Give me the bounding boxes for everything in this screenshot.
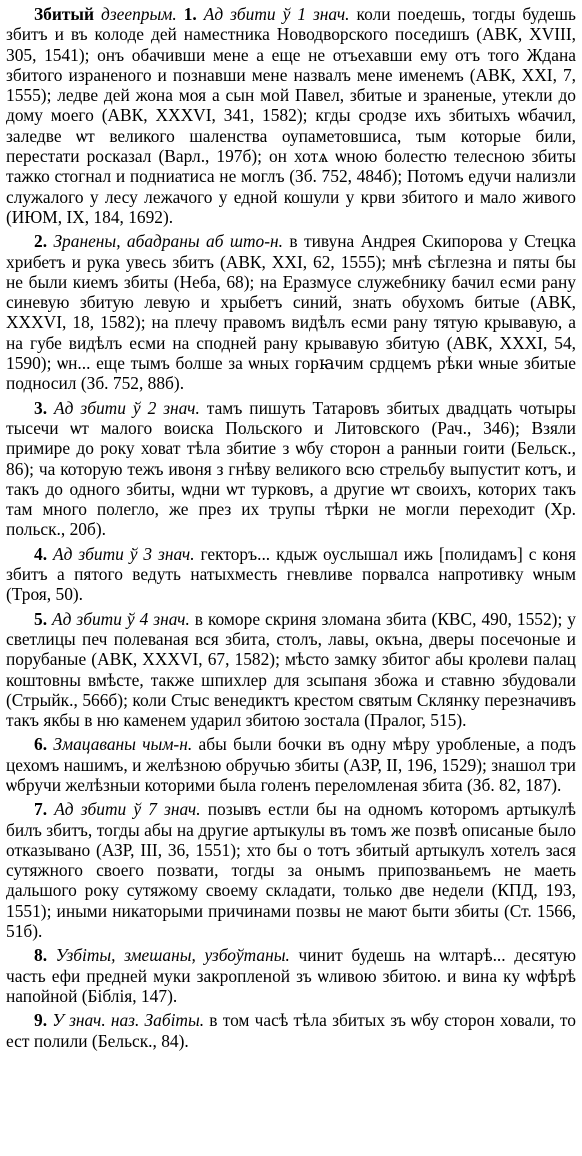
sense-citations: в коморе скриня зломана збита (КВС, 490, 1552); у светлицы печ полеваная вся збита, столъ, лавы, окъна, дверы посечоные и порубаные (АВК, XXXVI, 67, 1582); мѣсто замку збитог абы кролеви палац коштовны вмѣсте, также шпихлер для зсыпаня збожа и ставню збудовали (Стрыйк., 566б); коли Стыс венедиктъ крестом святым Склянку перезначивъ такъ якбы в ню каменем ударил збитою зостала (Пралог, 515). xyxy=(6,608,576,731)
sense-number: 5. xyxy=(34,608,48,629)
headword: Збитый xyxy=(34,4,95,24)
sense-citations: в том часѣ тѣла збитых зъ ѡбу сторон ховали, то ест полили (Бельск., 84). xyxy=(6,1010,576,1051)
sense-citations: абы были бочки въ одну мѣру уробленые, а подъ цехомъ нашимъ, и желѣзною обручью збиты (АЗР, II, 196, 1529); знашол три ѡбручи желѣзныи которими была голенъ переломленая збита (Зб. 82, 187). xyxy=(6,734,576,795)
sense-9 xyxy=(6,1010,576,1051)
sense-citations: позывъ естли бы на одномъ которомъ артыкулѣ билъ збитъ, тогды абы на другие артыкулы въ томъ же позвѣ описаные было отказывано (АЗР, III, 36, 1551); хто бы о тотъ збитый артыкулъ хотелъ зася сутяжного своего позвати, тогды за онымъ припозваньемъ не маеть дальшого року сутяжому своему складати, только две недели (КПД, 193, 1551); иными никаторыми причинами позвы не мают быти збиты (Ст. 1566, 51б). xyxy=(6,799,576,942)
sense-citations: коли поедешь, тогды будешь збитъ и въ колоде дей наместника Новодворского поседишъ (АВК, XVIII, 305, 1541); онъ обачивши мене а еще не отъехавши ему отъ того Ждана збитого израненого и познавши мене назвалъ мене именемъ (АВК, XXI, 7, 1555); ледве дей жона моя а сын мой Павел, збитые и зраненые, утекли до дому моего (АВК, XXXVI, 341, 1582); кгды сродзе ихъ збитыхъ ѡбачил, заледве ѡт великого шаленства оупаметовшиса, тым которые били, перестати росказал (Варл., 197б); он хотѧ ѡною болестю телесною збиты тажко стогнал и подниатиса не моглъ (Зб. 752, 484б); Потомъ едучи нализли служалого у лесу лежачого у едной кошули у крви збитого и мало живого (ИЮМ, IX, 184, 1692). xyxy=(6,4,576,227)
part-of-speech: дзеепрым. xyxy=(101,4,177,24)
sense-definition: Ад збити ў 4 знач. xyxy=(52,608,190,629)
sense-definition: Ад збити ў 2 знач. xyxy=(54,397,200,418)
sense-number: 7. xyxy=(34,799,48,820)
sense-7 xyxy=(6,799,576,941)
sense-citations: в тивуна Андрея Скипорова у Стецка хрибетъ и рука увесь збитъ (АВК, XXI, 62, 1555); мнѣ сѣглезна и пяты бы не были киемъ збиты (Неба, 68); на Еразмусе служебнику бачил есми рану синевую збитую левую и хрыбетъ синий, знать обухомъ битые (АВК, XXXVI, 18, 1582); на плечу правомъ видѣлъ есми рану тятую крывавую, а на губе видѣлъ есми на сподней рану крывавую збитую (АВК, XXXI, 54, 1590); ѡн... еще тымъ болше за ѡных горꙗчим срдцемъ рѣки ѡные збитые подносил (Зб. 752, 88б). xyxy=(6,231,576,394)
sense-number: 3. xyxy=(34,397,48,418)
sense-number: 6. xyxy=(34,734,48,755)
sense-number: 8. xyxy=(34,945,48,966)
sense-number: 9. xyxy=(34,1010,48,1031)
sense-5 xyxy=(6,609,576,731)
sense-1 xyxy=(6,4,576,227)
sense-3 xyxy=(6,398,576,540)
sense-definition: Ад збити ў 3 знач. xyxy=(52,543,195,564)
sense-2 xyxy=(6,231,576,393)
sense-citations: тамъ пишуть Татаровъ збитых двадцать чотыры тысечи ѡт малого воиска Польского и Литовского (Рач., 346); Взяли примире до року ховат тѣла збитие з ѡбу сторон а ранныи гоити (Бельск., 86); ча которую тежъ ивоня з гнѣву великого всю стрельбу выпустит котъ, и такъ до одного збиты, ѡдни ѡт турковъ, а другие ѡт своихъ, которих такъ там много полегло, же през их трупы тѣрки не могли переходит (Хр. польск., 20б). xyxy=(6,397,576,540)
sense-number: 4. xyxy=(34,543,48,564)
sense-number: 2. xyxy=(34,231,48,252)
sense-definition: Ад збити ў 7 знач. xyxy=(54,799,201,820)
sense-citations: гекторъ... кдыж оуслышал ижь [полидамъ] с коня збитъ а пятого ведуть натыхместь гневливе порвалса напротивку ѡным (Троя, 50). xyxy=(6,543,576,605)
sense-4 xyxy=(6,544,576,605)
sense-definition: Ад збити ў 1 знач. xyxy=(203,4,350,24)
sense-number: 1. xyxy=(183,4,197,24)
sense-definition: Змацаваны чым-н. xyxy=(53,734,193,755)
sense-definition: У знач. наз. Забіты. xyxy=(52,1010,205,1031)
sense-citations: чинит будешь на ѡлтарѣ... десятую часть ефи предней муки закропленой зъ ѡливою збитою. и вина ку ѡфѣрѣ напойной (Біблія, 147). xyxy=(6,945,576,1006)
sense-definition: Узбіты, змешаны, узбоўтаны. xyxy=(55,945,290,966)
sense-definition: Зранены, абадраны аб што-н. xyxy=(53,231,284,252)
sense-8 xyxy=(6,945,576,1006)
sense-6 xyxy=(6,734,576,795)
